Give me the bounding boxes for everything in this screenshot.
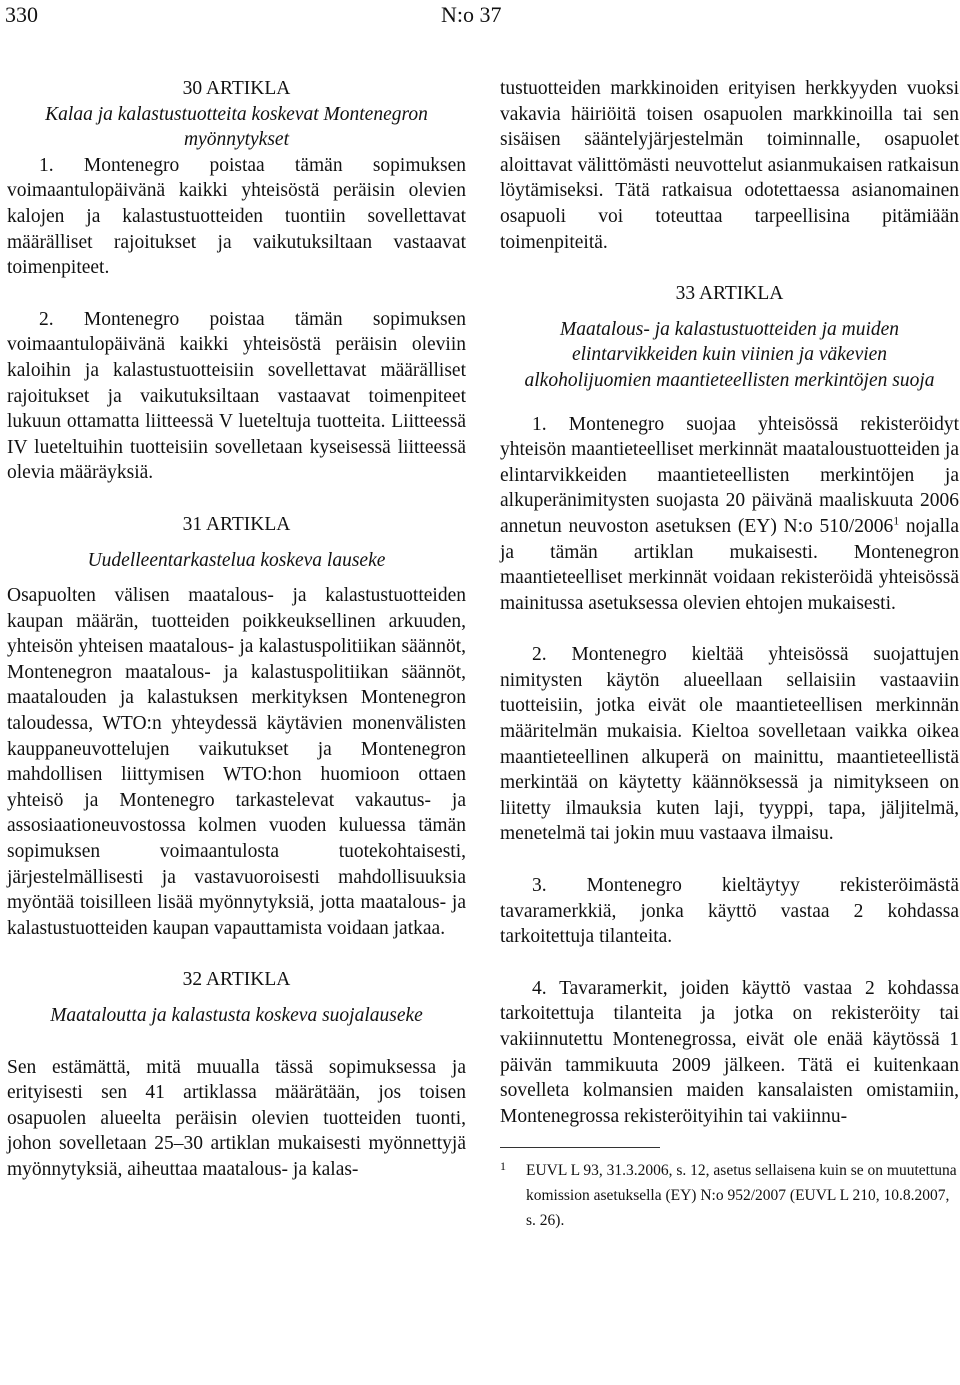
footnote-mark: 1 [500,1159,506,1174]
issue-number: N:o 37 [441,2,502,27]
article-32-paragraph: Sen estämättä, mitä muualla tässä sopimuksessa ja erityisesti sen 41 artiklassa määrätään, jos toisen osapuolen alueelta peräisin olevien tuotteiden tuonti, johon sovelletaan 25–30 artiklan mukaisesti myönnettyjä myönnytyksiä, aiheuttaa maatalous- ja kalas- [7,1056,466,1180]
footnote-text: EUVL L 93, 31.3.2006, s. 12, asetus sellaisena kuin se on muutettuna komission asetuksella (EY) N:o 952/2007 (EUVL L 210, 10.8.2007, s. 26). [526,1162,957,1230]
article-33-paragraph-4: 4. Tavaramerkit, joiden käyttö vastaa 2 kohdassa tarkoitettuja tilanteita ja jotka on rekisteröity tai vakiinnutettu Montenegrossa, eivät ole enää käytössä 1 päivän tammikuuta 2009 jälkeen. Tätä ei kuitenkaan sovelleta kolmansien maiden kansalaisten omistamiin, Montenegrossa rekisteröityihin tai vakiinnu- [500,977,959,1127]
article-33-paragraph-1 [500,412,959,617]
article-33-number: 33 ARTIKLA [675,283,784,305]
footnote-reference: 1 [893,513,900,528]
article-33-paragraph-1-text-a: 1. Montenegro suojaa yhteisössä rekisteröidyt yhteisön maantieteelliset merkinnät maataloustuotteiden ja elintarvikkeiden maantieteellisten merkintöjen ja alkuperänimitysten suojasta 20 päivänä maaliskuuta 2006 annetun neuvoston asetuksen (EY) N:o 510/2006 [500,413,959,537]
article-33-paragraph-3: 3. Montenegro kieltäytyy rekisteröimästä tavaramerkkiä, jonka käyttö vastaa 2 kohdassa tarkoitettuja tilanteita. [500,875,959,948]
article-30-paragraph-1: 1. Montenegro poistaa tämän sopimuksen voimaantulopäivänä kaikki yhteisöstä peräisin olevien kalojen ja kalastustuotteiden tuontiin sovellettavat määrälliset rajoitukset ja vaikutuksiltaan vastaavat toimenpiteet. [7,154,466,279]
article-31-title: Uudelleentarkastelua koskeva lauseke [87,549,386,571]
article-33-paragraph-2: 2. Montenegro kieltää yhteisössä suojattujen nimitysten käytön alueellaan sellaisiin vastaaviin tuotteisiin, jotka eivät ole maantieteellisen merkinnän määritelmän mukaisia. Kieltoa sovelletaan vaikka oikea maantieteellinen alkuperä on mainittu, maantieteellistä merkintää on käytetty käännöksessä ja nimitykseen on liitetty ilmauksia kuten laji, tyyppi, tapa, jäljitelmä, menetelmä tai jokin muu vastaava ilmaisu. [500,644,959,845]
page-number: 330 [5,2,38,27]
page-header [0,0,960,30]
article-31-number: 31 ARTIKLA [182,513,291,535]
article-30-number: 30 ARTIKLA [182,78,291,99]
article-32-title: Maataloutta ja kalastusta koskeva suojalauseke [50,1005,423,1026]
footnote-divider [500,1147,660,1148]
article-31-paragraph: Osapuolten välisen maatalous- ja kalastustuotteiden kaupan määrän, tuotteiden poikkeuksellinen arkuuden, yhteisön yhteisen maatalous- ja kalastuspolitiikan säännöt, Montenegron maatalous- ja kalastuspolitiikan säännöt, maatalouden ja kalastuksen merkityksen Montenegron taloudessa, WTO:n yhteydessä käytävien monenvälisten kauppaneuvottelujen vaikutukset ja Montenegron mahdollisen liittymisen WTO:hon huomioon ottaen yhteisö ja Montenegro tarkastelevat vakautus- ja assosiaationeuvostossa kolmen vuoden kuluessa tämän sopimuksen voimaantulosta tuotekohtaisesti, järjestelmällisesti ja vastavuoroisesti mahdollisuuksia myöntää toisilleen lisää myönnytyksiä, jotta maatalous- ja kalastustuotteiden kaupan vapauttamista voidaan jatkaa. [7,585,466,939]
article-32-paragraph-continued: tustuotteiden markkinoiden erityisen herkkyyden vuoksi vakavia häiriöitä toisen osapuolen markkinoilla tai sen sisäisen sääntelyjärjestelmän toiminnalle, osapuolet aloittavat välittömästi neuvottelut asianmukaisen ratkaisun löytämiseksi. Tätä ratkaisua odotettaessa asianomainen osapuoli voi toteuttaa tarpeellisina pitämiään toimenpiteitä. [500,78,959,253]
right-column [500,76,959,1233]
article-30-paragraph-2: 2. Montenegro poistaa tämän sopimuksen voimaantulopäivänä kaikki yhteisöstä peräisin oleviin kaloihin ja kalastustuotteisiin sovellettavat määrälliset rajoitukset ja vaikutuksiltaan vastaavat toimenpiteet lukuun ottamatta liitteessä V lueteltuja tuotteita. Liitteessä IV lueteltuihin tuotteisiin sovelletaan kyseisessä liitteessä olevia määräyksiä. [7,308,466,484]
left-column [7,76,466,1183]
article-30-title: Kalaa ja kalastustuotteita koskevat Montenegron myönnytykset [45,103,428,151]
article-32-number: 32 ARTIKLA [182,969,291,991]
footnote [500,1158,959,1233]
article-33-title: Maatalous- ja kalastustuotteiden ja muiden elintarvikkeiden kuin viinien ja väkevien alkoholijuomien maantieteellisten merkintöjen suoja [524,318,935,391]
article-33-paragraph-1-text-b: nojalla ja tämän artiklan mukaisesti. Montenegron maantieteelliset merkinnät voidaan rekisteröidä yhteisössä mainitussa asetuksessa olevien ehtojen mukaisesti. [500,515,959,614]
